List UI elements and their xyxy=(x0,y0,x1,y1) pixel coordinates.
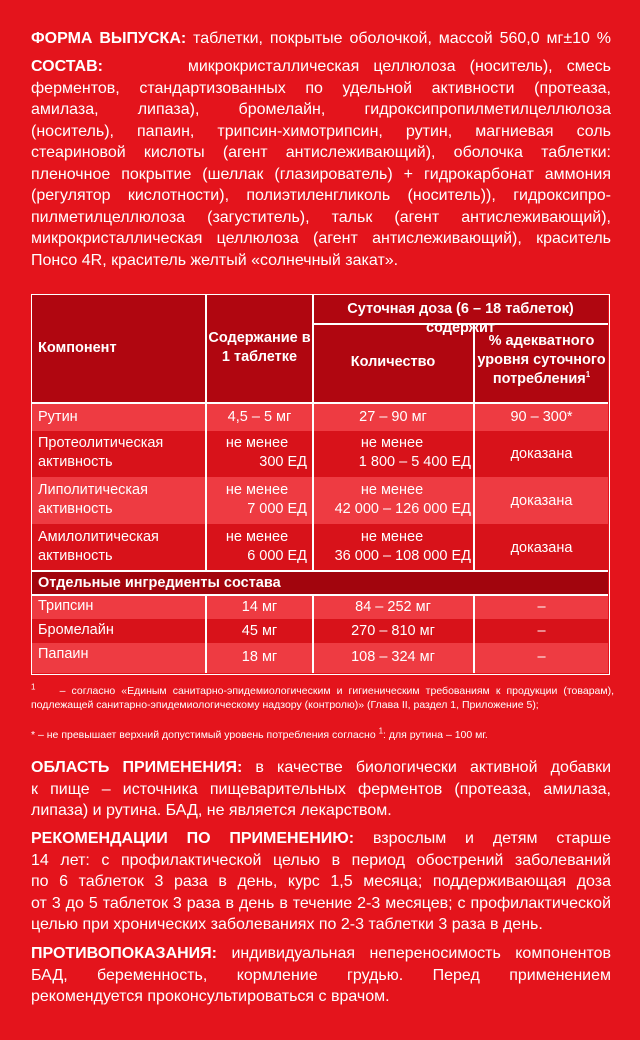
footnote-text: : для рутина – 100 мг. xyxy=(383,729,488,741)
row-component-line: активность xyxy=(38,548,113,564)
row-quantity xyxy=(313,434,471,472)
ingredient-name: Папаин xyxy=(38,646,89,662)
contraindications-section xyxy=(31,943,611,1008)
ingredient-content: 45 мг xyxy=(241,623,278,639)
row-quantity xyxy=(313,528,471,566)
row-percent: доказана xyxy=(510,493,573,509)
row-component xyxy=(38,434,203,472)
row-content-line: 7 000 ЕД xyxy=(247,501,307,517)
row-content-line: не менее xyxy=(225,435,289,451)
composition-line: (носитель), папаин, трипсин-химотрипсин, рутин, магниевая соль xyxy=(31,122,611,140)
recommendations-line: взрослым и детям старше xyxy=(372,830,612,847)
nutrition-table xyxy=(31,294,610,675)
row-quantity-line: 42 000 – 126 000 ЕД xyxy=(334,501,471,517)
ingredient-percent: – xyxy=(537,623,546,639)
row-quantity-line: не менее xyxy=(360,435,424,451)
ingredient-quantity: 108 – 324 мг xyxy=(351,649,435,665)
recommendations-section xyxy=(31,828,611,936)
composition-line: микрокристаллическая целлюлоза (агент антислеживающий), краситель xyxy=(31,230,611,247)
ingredient-percent: – xyxy=(537,599,546,615)
header-percent xyxy=(475,332,608,389)
row-content xyxy=(207,528,307,566)
footnote-ref: 1 xyxy=(585,370,591,380)
row-content: 4,5 – 5 мг xyxy=(227,409,292,425)
row-quantity xyxy=(313,481,471,519)
header-percent-text: % адекватного уровня суточного потребления xyxy=(477,333,606,387)
row-content xyxy=(207,481,307,519)
composition-line: ферментов, стандартизованных по удельной активности (протеаза, xyxy=(31,79,611,97)
ingredient-quantity: 84 – 252 мг xyxy=(355,599,431,615)
ingredient-percent: – xyxy=(537,649,546,665)
release-form-text: таблетки, покрытые оболочкой, массой 560,0 мг±10 % xyxy=(193,30,612,47)
row-component-line: Протеолитическая xyxy=(38,435,164,451)
header-component: Компонент xyxy=(38,340,117,356)
composition-line: Понсо 4R, краситель желтый «солнечный закат». xyxy=(31,251,399,269)
header-daily-dose: Суточная доза (6 – 18 таблеток) содержит xyxy=(347,301,574,336)
usage-label: ОБЛАСТЬ ПРИМЕНЕНИЯ: xyxy=(31,759,243,776)
row-percent: 90 – 300* xyxy=(510,409,573,425)
ingredient-content: 18 мг xyxy=(241,649,278,665)
release-form-section xyxy=(31,28,611,50)
table-divider xyxy=(32,570,608,572)
footnote-text: * – не превышает верхний допустимый уровень потребления согласно xyxy=(31,729,376,741)
footnote-1 xyxy=(31,684,614,712)
row-component: Рутин xyxy=(38,409,78,425)
contraindications-line: рекомендуется проконсультироваться с врачом. xyxy=(31,988,390,1005)
ingredient-content: 14 мг xyxy=(241,599,278,615)
footnote-text: – согласно «Единым санитарно-эпидемиологическим и гигиеническим требованиям к продукции (товарам), подлежащей санитарно-эпидемиологическому надзору (контролю)» (Глава II, раздел 1, Приложение 5); xyxy=(31,685,615,711)
composition-line: стеариновой кислоты (агент антислеживающий), оболочка таблетки: xyxy=(31,144,611,161)
row-content-line: 300 ЕД xyxy=(259,454,307,470)
row-component xyxy=(38,481,203,519)
usage-line: липаза) и рутина. БАД, не является лекарством. xyxy=(31,802,392,819)
usage-section xyxy=(31,757,611,822)
row-quantity-line: 36 000 – 108 000 ЕД xyxy=(334,548,471,564)
header-content: Содержание в 1 таблетке xyxy=(208,330,311,365)
usage-line: к пище – источника пищеварительных ферментов (протеаза, амилаза, xyxy=(31,780,611,798)
composition-line: амилаза, липаза), бромелайн, гидроксипропилметилцеллюлоза xyxy=(31,101,611,118)
composition-line: пленочное покрытие (шеллак (глазирователь) + гидрокарбонат аммония xyxy=(31,165,611,183)
row-component-line: Липолитическая xyxy=(38,482,148,498)
recommendations-line: от 3 до 5 таблеток 3 раза в день в течение 2-3 месяцев; с профилактической xyxy=(31,894,611,912)
row-content-line: не менее xyxy=(225,529,289,545)
ingredient-quantity: 270 – 810 мг xyxy=(351,623,435,639)
recommendations-label: РЕКОМЕНДАЦИИ ПО ПРИМЕНЕНИЮ: xyxy=(31,830,355,847)
row-component-line: активность xyxy=(38,454,113,470)
recommendations-line: 14 лет: с профилактической целью в период обострений заболеваний xyxy=(31,851,611,869)
composition-label: СОСТАВ: xyxy=(31,58,103,75)
row-percent: доказана xyxy=(510,540,573,556)
contraindications-line: индивидуальная непереносимость компонентов xyxy=(231,945,611,962)
table-divider xyxy=(32,402,608,404)
usage-line: в качестве биологически активной добавки xyxy=(255,759,612,776)
row-component-line: Амилолитическая xyxy=(38,529,159,545)
row-component-line: активность xyxy=(38,501,113,517)
row-quantity: 27 – 90 мг xyxy=(359,409,427,425)
ingredient-name: Трипсин xyxy=(38,598,94,614)
composition-line: пилметилцеллюлоза (загуститель), тальк (агент антислеживающий), xyxy=(31,208,611,226)
row-quantity-line: не менее xyxy=(360,529,424,545)
row-percent: доказана xyxy=(510,446,573,462)
recommendations-line: целью при хронических заболеваниях по 2-3 таблетки 3 раза в день. xyxy=(31,916,543,933)
row-component xyxy=(38,528,203,566)
contraindications-line: БАД, беременность, кормление грудью. Перед применением xyxy=(31,966,611,984)
row-content-line: 6 000 ЕД xyxy=(247,548,307,564)
composition-line: (регулятор кислотности), полиэтиленгликоль (носитель)), гидроксипро- xyxy=(31,187,611,204)
row-quantity-line: не менее xyxy=(360,482,424,498)
footnote-mark: 1 xyxy=(31,682,36,692)
section-title: Отдельные ингредиенты состава xyxy=(38,575,281,591)
recommendations-line: по 6 таблеток 3 раза в день, курс 1,5 месяца; поддерживающая доза xyxy=(31,873,611,890)
row-content xyxy=(207,434,307,472)
composition-line: микрокристаллическая целлюлоза (носитель), смесь xyxy=(187,58,612,75)
row-quantity-line: 1 800 – 5 400 ЕД xyxy=(358,454,471,470)
header-quantity: Количество xyxy=(350,354,436,370)
row-content-line: не менее xyxy=(225,482,289,498)
footnote-2 xyxy=(31,728,614,742)
ingredient-name: Бромелайн xyxy=(38,622,114,638)
footnote-mark: 1 xyxy=(378,726,384,736)
contraindications-label: ПРОТИВОПОКАЗАНИЯ: xyxy=(31,945,218,962)
release-form-label: ФОРМА ВЫПУСКА: xyxy=(31,30,187,47)
composition-section xyxy=(31,56,611,271)
table-divider xyxy=(32,594,608,596)
